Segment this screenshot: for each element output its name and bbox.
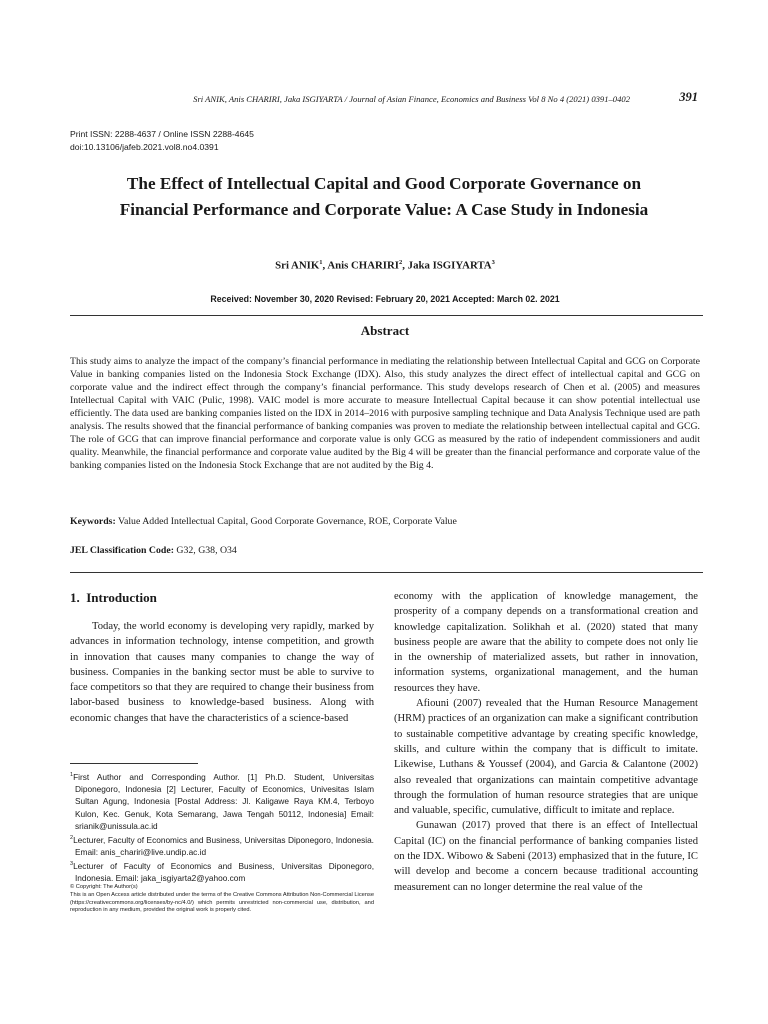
author-affiliation-mark: 3 bbox=[491, 259, 495, 266]
footnote-rule bbox=[70, 763, 198, 764]
title-line-1: The Effect of Intellectual Capital and Good Corporate Governance on bbox=[126, 174, 642, 193]
author-name: Jaka ISGIYARTA bbox=[407, 259, 492, 272]
copyright-line: © Copyright: The Author(s) bbox=[70, 884, 138, 890]
footnote bbox=[70, 858, 374, 884]
intro-paragraph: Afiouni (2007) revealed that the Human Resource Management (HRM) practices of an organization can make a significant contribution to sustainable competitive advantage by creating specific knowledge, skills, and culture within the company that is difficult to imitate. Likewise, Luthans & Youssef (2004), and Garcia & Calantone (2002) also revealed that organizations can maintain competitive advantage through the formulation of human resource strategies that are unique and valuable, specific, cumulative, difficult to imitate and replace. bbox=[394, 698, 698, 817]
footnote-text: First Author and Corresponding Author. [1] Ph.D. Student, Universitas Diponegoro, Indonesia [2] Lecturer, Faculty of Economics, Univesitas Islam Sultan Agung, Indonesia [Postal Address: Jl. Kaligawe Raya KM.4, Terboyo Kulon, Kec. Genuk, Kota Semarang, Jawa Tengah 50112, Indonesia] Email: srianik@unissula.ac.id bbox=[73, 771, 374, 831]
footnotes bbox=[70, 769, 374, 885]
author-affiliation-mark: 1 bbox=[319, 259, 323, 266]
jel-line bbox=[70, 545, 700, 556]
section-heading-introduction: 1. Introduction bbox=[70, 590, 157, 605]
doi-line[interactable]: doi:10.13106/jafeb.2021.vol8.no4.0391 bbox=[70, 142, 219, 152]
article-title bbox=[60, 171, 708, 223]
page-number: 391 bbox=[679, 90, 698, 104]
submission-dates: Received: November 30, 2020 Revised: February 20, 2021 Accepted: March 02. 2021 bbox=[210, 294, 560, 304]
jel-label: JEL Classification Code: bbox=[70, 545, 174, 556]
footnote bbox=[70, 769, 374, 832]
abstract-top-rule bbox=[70, 315, 703, 316]
author-list bbox=[70, 259, 700, 272]
copyright-notice bbox=[70, 884, 374, 915]
identifiers bbox=[70, 128, 254, 154]
license-text: This is an Open Access article distributed under the terms of the Creative Commons Attribution Non-Commercial License (https://creativecommons.org/licenses/by-nc/4.0/) which permits unrestricted non-commercial use, distribution, and reproduction in any medium, provided the original work is properly cited. bbox=[70, 891, 374, 914]
keywords-label: Keywords: bbox=[70, 516, 116, 527]
footnote-mark: 2 bbox=[70, 835, 74, 842]
jel-value: G32, G38, O34 bbox=[176, 545, 237, 556]
author-name: Sri ANIK bbox=[275, 259, 320, 272]
footnote-mark: 1 bbox=[70, 772, 74, 778]
keywords-value: Value Added Intellectual Capital, Good Corporate Governance, ROE, Corporate Value bbox=[118, 516, 457, 527]
running-head: Sri ANIK, Anis CHARIRI, Jaka ISGIYARTA / Journal of Asian Finance, Economics and Business Vol 8 No 4 (2021) 0391–0402 bbox=[193, 94, 630, 104]
issn-line: Print ISSN: 2288-4637 / Online ISSN 2288-4645 bbox=[70, 129, 254, 139]
author-separator: , bbox=[322, 259, 328, 272]
author-affiliation-mark: 2 bbox=[399, 259, 403, 266]
footnote-text: Lecturer, Faculty of Economics and Business, Universitas Diponegoro, Indonesia. Email: anis_chariri@live.undip.ac.id bbox=[73, 834, 374, 858]
author-name: Anis CHARIRI bbox=[327, 259, 400, 272]
keywords-line bbox=[70, 516, 700, 527]
abstract-bottom-rule bbox=[70, 572, 703, 573]
author-separator: , bbox=[402, 259, 408, 272]
title-line-2: Financial Performance and Corporate Value: A Case Study in Indonesia bbox=[119, 200, 649, 219]
footnote-mark: 3 bbox=[70, 861, 74, 868]
intro-paragraph: economy with the application of knowledge management, the prosperity of a company depends on a transformational creation and knowledge capitalization. Solikhah et al. (2020) stated that many business people are aware that the ability to compete does not only lie in the ownership of materialized assets, but rather in innovation, information systems, organizational management, and the human resources they have. bbox=[394, 591, 698, 694]
intro-paragraph: Gunawan (2017) proved that there is an effect of Intellectual Capital (IC) on the financial performance of banking companies listed on the IDX. Wibowo & Sabeni (2013) emphasized that in the future, IC will develop and become a concern because traditional accounting measurement can no longer determine the real value of the bbox=[394, 820, 698, 893]
footnote bbox=[70, 832, 374, 858]
abstract-text: This study aims to analyze the impact of the company’s financial performance in mediating the relationship between Intellectual Capital and GCG on Corporate Value in banking companies listed on the Indonesia Stock Exchange (IDX). Also, this study analyzes the direct effect of intellectual capital and GCG on corporate value and the indirect effect through the company’s financial performance. This study develops research of Chen et al. (2005) and measures Intellectual Capital with VAIC (Pulic, 1998). VAIC model is more accurate to measure Intellectual Capital because it can show potential intellectual use efficiently. The data used are banking companies listed on the IDX in 2014–2016 with purposive sampling technique and Data Analysis Technique used are path analysis. The results showed that the financial performance of banking companies was proven to mediate the relationship between intellectual capital and GCG. The role of GCG that can improve financial performance and corporate value is only GCG as measured by the ratio of independent commissioners and audit quality. Meanwhile, the financial performance and corporate value audited by the Big 4 will be greater than the financial performance and corporate value of the banking companies listed on the Indonesia Stock Exchange that are not audited by the Big 4. bbox=[70, 356, 700, 472]
intro-right-column bbox=[394, 589, 698, 895]
abstract-heading: Abstract bbox=[360, 323, 410, 338]
intro-paragraph-left: Today, the world economy is developing very rapidly, marked by advances in information technology, intense competition, and growth in innovation that causes many companies to change the way of business. Companies in the banking sector must be able to survive to face competitors so that they are required to change their business from labor-based business to knowledge-based business. Along with economic changes that have the characteristics of a science-based bbox=[70, 621, 374, 724]
footnote-text: Lecturer of Faculty of Economics and Business, Universitas Diponegoro, Indonesia. Email: jaka_isgiyarta2@yahoo.com bbox=[73, 861, 374, 884]
